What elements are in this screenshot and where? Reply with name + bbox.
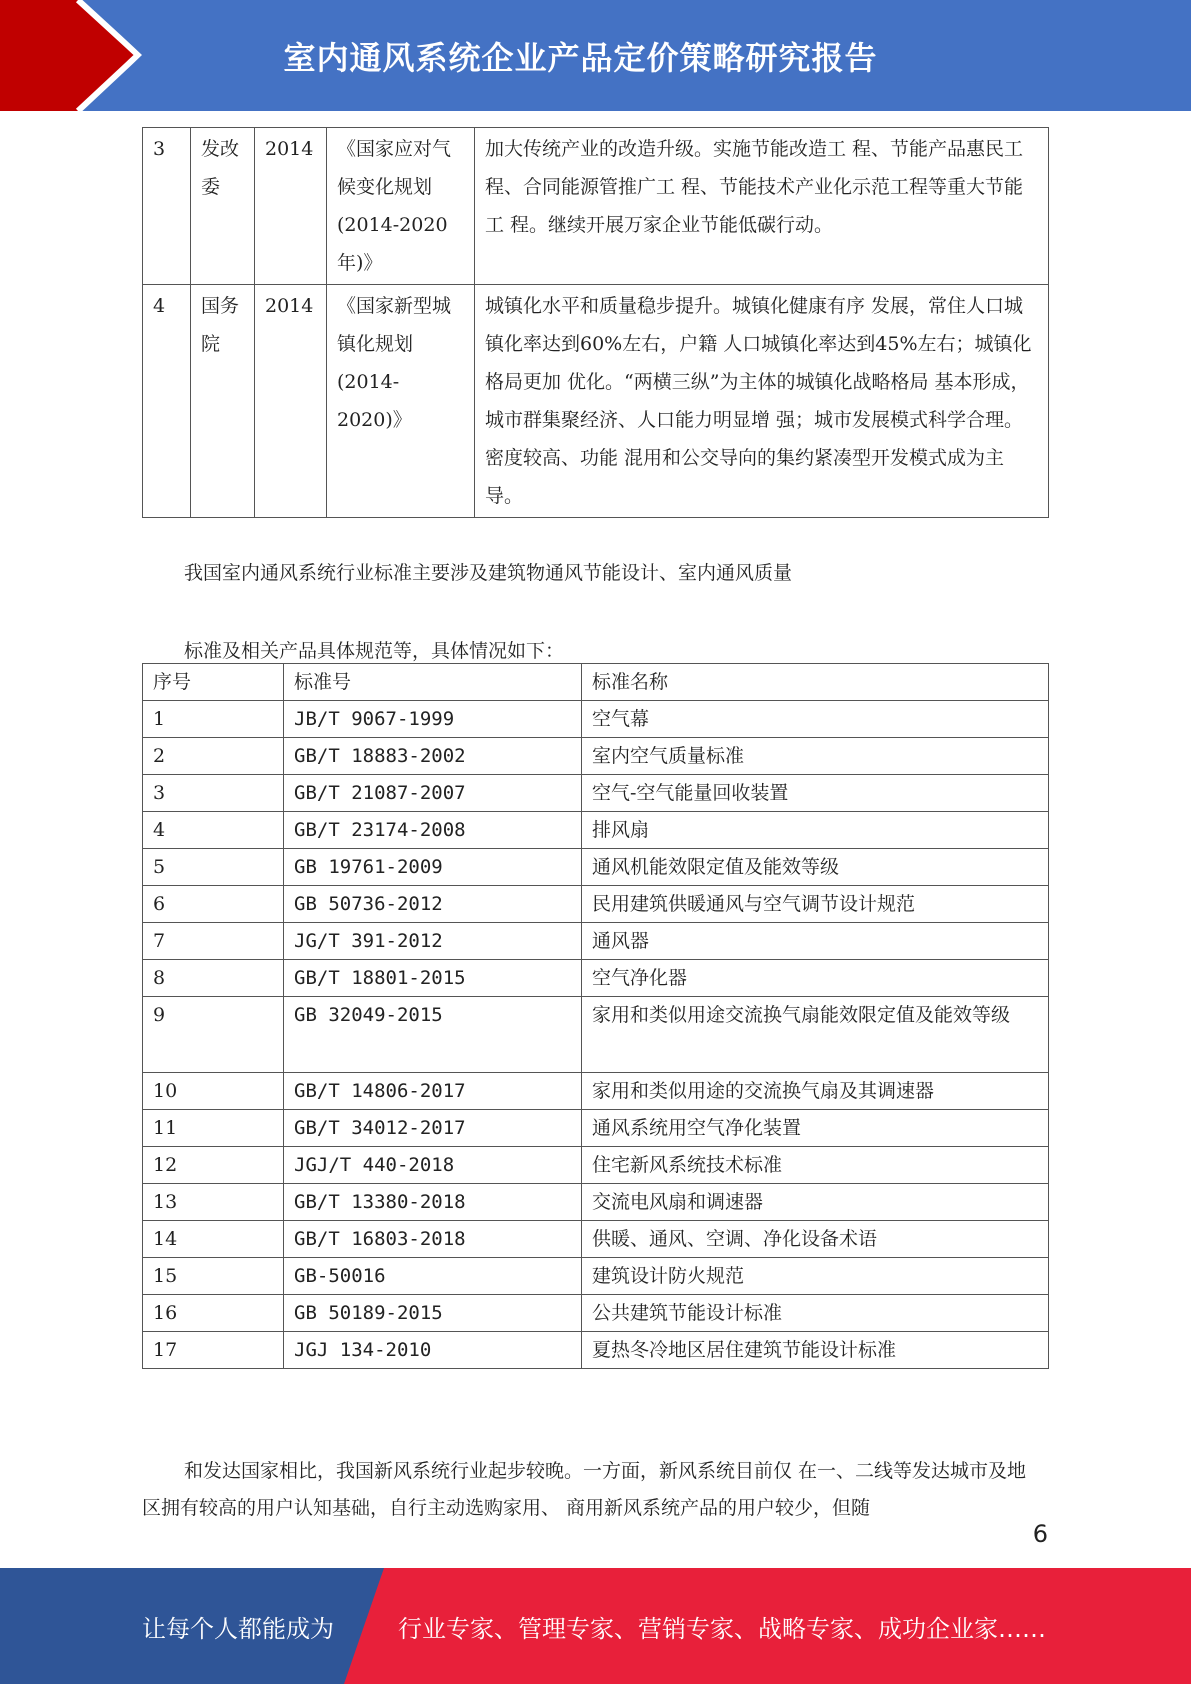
table-row xyxy=(143,1221,1049,1258)
table-row xyxy=(143,1110,1049,1147)
standard-no: 9 xyxy=(143,997,284,1073)
standard-name: 民用建筑供暖通风与空气调节设计规范 xyxy=(582,886,1049,923)
standard-name: 室内空气质量标准 xyxy=(582,738,1049,775)
standard-name: 通风系统用空气净化装置 xyxy=(582,1110,1049,1147)
standard-no: 16 xyxy=(143,1295,284,1332)
table-row xyxy=(143,1073,1049,1110)
header-arrow-decoration xyxy=(0,0,150,111)
policy-no: 4 xyxy=(143,285,191,518)
footer-slogan-left: 让每个人都能成为 xyxy=(142,1614,334,1643)
standard-code: JGJ/T 440-2018 xyxy=(284,1147,582,1184)
standard-name: 空气幕 xyxy=(582,701,1049,738)
closing-paragraph: 和发达国家相比，我国新风系统行业起步较晚。一方面，新风系统目前仅 在一、二线等发达城市及地区拥有较高的用户认知基础，自行主动选购家用、 商用新风系统产品的用户较少，但随 xyxy=(142,1460,1027,1519)
standard-name: 交流电风扇和调速器 xyxy=(582,1184,1049,1221)
standard-name: 公共建筑节能设计标准 xyxy=(582,1295,1049,1332)
standard-no: 12 xyxy=(143,1147,284,1184)
standard-code: GB/T 21087-2007 xyxy=(284,775,582,812)
table-row xyxy=(143,738,1049,775)
standard-no: 17 xyxy=(143,1332,284,1369)
policy-content: 加大传统产业的改造升级。实施节能改造工 程、节能产品惠民工程、合同能源管推广工 程、节能技术产业化示范工程等重大节能工 程。继续开展万家企业节能低碳行动。 xyxy=(475,128,1049,285)
standard-name: 家用和类似用途交流换气扇能效限定值及能效等级 xyxy=(582,997,1049,1073)
page-header xyxy=(0,0,1191,111)
standard-name: 空气净化器 xyxy=(582,960,1049,997)
page-number: 6 xyxy=(1032,1520,1048,1548)
page-footer xyxy=(0,1568,1191,1684)
standard-no: 8 xyxy=(143,960,284,997)
standard-no: 5 xyxy=(143,849,284,886)
standard-code: JB/T 9067-1999 xyxy=(284,701,582,738)
intro-line-2: 标准及相关产品具体规范等，具体情况如下： xyxy=(184,640,565,662)
policy-dept: 发改委 xyxy=(191,128,255,285)
table-row xyxy=(143,1147,1049,1184)
standard-no: 1 xyxy=(143,701,284,738)
standard-code: GB 50736-2012 xyxy=(284,886,582,923)
standard-code: GB/T 34012-2017 xyxy=(284,1110,582,1147)
table-row xyxy=(143,960,1049,997)
policy-no: 3 xyxy=(143,128,191,285)
footer-slogan-right: 行业专家、管理专家、营销专家、战略专家、成功企业家…… xyxy=(398,1614,1046,1643)
standard-code: GB-50016 xyxy=(284,1258,582,1295)
standards-table xyxy=(142,663,1049,1369)
policy-dept: 国务院 xyxy=(191,285,255,518)
standard-code: JG/T 391-2012 xyxy=(284,923,582,960)
standard-no: 10 xyxy=(143,1073,284,1110)
standard-no: 7 xyxy=(143,923,284,960)
table-header-row xyxy=(143,664,1049,701)
report-title: 室内通风系统企业产品定价策略研究报告 xyxy=(283,38,878,77)
standard-no: 15 xyxy=(143,1258,284,1295)
table-row xyxy=(143,812,1049,849)
standard-no: 4 xyxy=(143,812,284,849)
standard-name: 通风机能效限定值及能效等级 xyxy=(582,849,1049,886)
standard-no: 2 xyxy=(143,738,284,775)
header-cell: 标准号 xyxy=(284,664,582,701)
policy-doc: 《国家新型城镇化规划(2014-2020)》 xyxy=(327,285,475,518)
standard-name: 家用和类似用途的交流换气扇及其调速器 xyxy=(582,1073,1049,1110)
standard-no: 14 xyxy=(143,1221,284,1258)
standard-code: GB 50189-2015 xyxy=(284,1295,582,1332)
policy-year: 2014 xyxy=(255,128,327,285)
policy-doc: 《国家应对气候变化规划(2014-2020年)》 xyxy=(327,128,475,285)
standard-code: GB/T 23174-2008 xyxy=(284,812,582,849)
table-row xyxy=(143,923,1049,960)
standard-no: 6 xyxy=(143,886,284,923)
standard-code: GB 19761-2009 xyxy=(284,849,582,886)
table-row xyxy=(143,886,1049,923)
table-row xyxy=(143,1184,1049,1221)
table-row xyxy=(143,849,1049,886)
standard-name: 供暖、通风、空调、净化设备术语 xyxy=(582,1221,1049,1258)
standard-code: GB/T 16803-2018 xyxy=(284,1221,582,1258)
table-row xyxy=(143,1295,1049,1332)
standard-code: GB 32049-2015 xyxy=(284,997,582,1073)
standard-code: GB/T 13380-2018 xyxy=(284,1184,582,1221)
standard-code: GB/T 18801-2015 xyxy=(284,960,582,997)
standard-no: 13 xyxy=(143,1184,284,1221)
policy-content: 城镇化水平和质量稳步提升。城镇化健康有序 发展，常住人口城镇化率达到60%左右，户籍 人口城镇化率达到45%左右；城镇化格局更加 优化。“两横三纵”为主体的城镇化战略格局 基本形成，城市群集聚经济、人口能力明显增 强；城市发展模式科学合理。密度较高、功能 混用和公交导向的集约紧凑型开发模式成为主 导。 xyxy=(475,285,1049,518)
policy-year: 2014 xyxy=(255,285,327,518)
standard-name: 夏热冬冷地区居住建筑节能设计标准 xyxy=(582,1332,1049,1369)
table-row xyxy=(143,701,1049,738)
standard-no: 11 xyxy=(143,1110,284,1147)
table-row xyxy=(143,1258,1049,1295)
standard-code: GB/T 18883-2002 xyxy=(284,738,582,775)
header-cell: 标准名称 xyxy=(582,664,1049,701)
table-row xyxy=(143,1332,1049,1369)
intro-line-1: 我国室内通风系统行业标准主要涉及建筑物通风节能设计、室内通风质量 xyxy=(184,562,793,584)
standard-name: 排风扇 xyxy=(582,812,1049,849)
policy-table xyxy=(142,127,1049,518)
standard-no: 3 xyxy=(143,775,284,812)
standard-code: JGJ 134-2010 xyxy=(284,1332,582,1369)
table-row xyxy=(143,775,1049,812)
header-cell: 序号 xyxy=(143,664,284,701)
standard-code: GB/T 14806-2017 xyxy=(284,1073,582,1110)
standard-name: 住宅新风系统技术标准 xyxy=(582,1147,1049,1184)
table-row xyxy=(143,285,1049,518)
standards-table-body xyxy=(143,664,1049,1369)
standard-name: 空气-空气能量回收装置 xyxy=(582,775,1049,812)
standard-name: 通风器 xyxy=(582,923,1049,960)
table-row xyxy=(143,128,1049,285)
standard-name: 建筑设计防火规范 xyxy=(582,1258,1049,1295)
table-row xyxy=(143,997,1049,1073)
